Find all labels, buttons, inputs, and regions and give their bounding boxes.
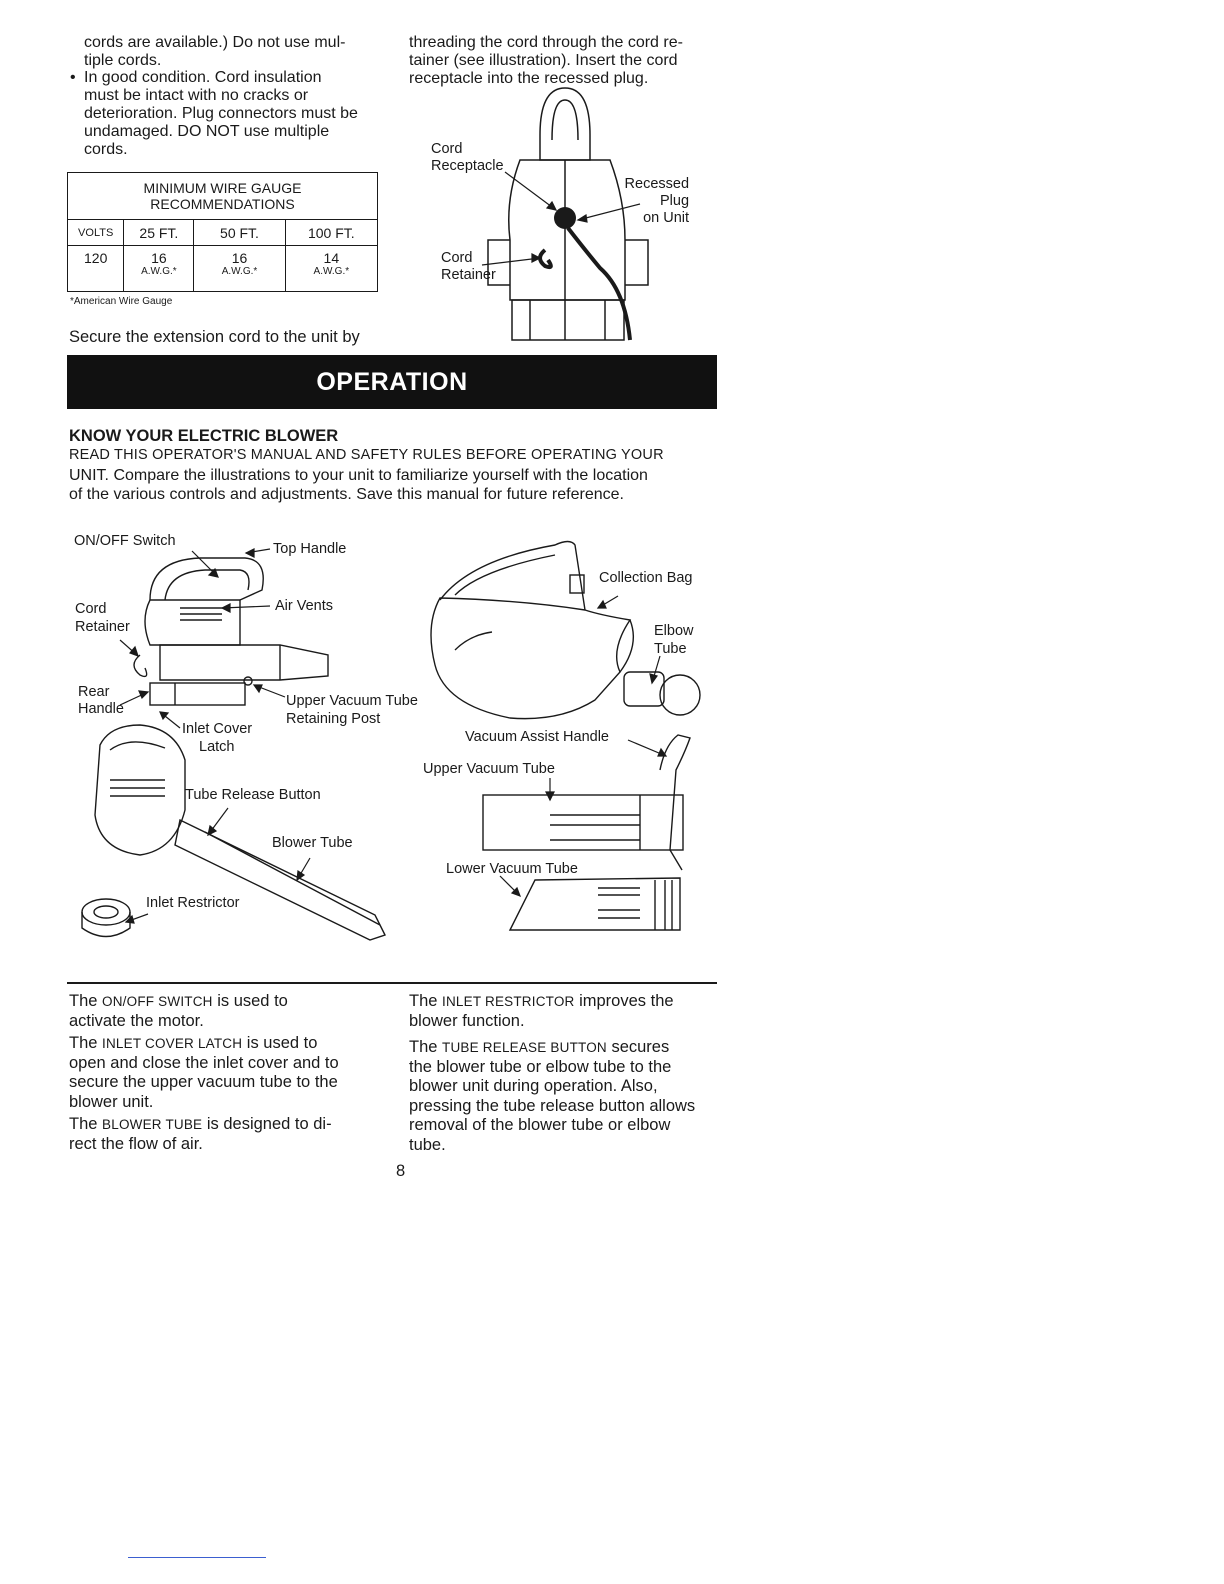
text-line: blower unit.: [69, 1092, 154, 1111]
handle-label: Handle: [78, 701, 124, 717]
operation-banner: OPERATION: [67, 355, 717, 409]
label-line: on Unit: [643, 210, 690, 226]
text-line: READ THIS OPERATOR'S MANUAL AND SAFETY RULES BEFORE OPERATING YOUR: [69, 447, 664, 463]
text-line: the blower tube or elbow tube to the: [409, 1057, 672, 1076]
inlet-restrictor-label: Inlet Restrictor: [146, 895, 240, 911]
label-line: Cord: [431, 141, 463, 157]
table-header: 50 FT.: [194, 220, 285, 246]
term: BLOWER TUBE: [102, 1117, 203, 1132]
page-number: 8: [396, 1162, 406, 1180]
table-title-line: MINIMUM WIRE GAUGE: [143, 180, 302, 196]
label-line: Plug: [660, 193, 690, 209]
section-divider: [67, 982, 717, 984]
term: INLET COVER LATCH: [102, 1036, 243, 1051]
vacuum-assist-handle-label: Vacuum Assist Handle: [465, 729, 609, 745]
text-line: undamaged. DO NOT use multiple: [84, 123, 330, 140]
text-line: tainer (see illustration). Insert the cord: [409, 52, 678, 69]
table-cell: 16 A.W.G.*: [124, 246, 194, 292]
text-line: secure the upper vacuum tube to the: [69, 1073, 338, 1091]
term: TUBE RELEASE BUTTON: [442, 1040, 607, 1055]
blower-tube-label: Blower Tube: [272, 835, 353, 851]
text-line: tube.: [409, 1135, 446, 1154]
bottom-right-column: [409, 992, 729, 1155]
lower-vacuum-tube-label: Lower Vacuum Tube: [446, 861, 578, 877]
awg-unit: A.W.G.*: [141, 266, 177, 277]
table-cell: 120: [68, 246, 124, 292]
text-line: tiple cords.: [84, 52, 162, 69]
text-line: removal of the blower tube or elbow: [409, 1116, 671, 1134]
bottom-left-column: [69, 992, 399, 1154]
top-handle-label: Top Handle: [273, 541, 347, 557]
text-line: blower unit during operation. Also,: [409, 1077, 658, 1095]
tube-label: Tube: [654, 641, 687, 657]
text-line: cords are available.) Do not use mul-: [84, 34, 346, 51]
description-paragraph: The INLET COVER LATCH is used to open and close the inlet cover and to secure the upper vacuum tube to the blower unit.: [69, 1034, 399, 1112]
description-paragraph: The ON/OFF SWITCH is used to activate the motor.: [69, 992, 399, 1031]
table-footnote: *American Wire Gauge: [70, 296, 173, 307]
air-vents-label: Air Vents: [275, 598, 334, 614]
text-line: receptacle into the recessed plug.: [409, 70, 649, 87]
table-header: 100 FT.: [285, 220, 377, 246]
text-line: threading the cord through the cord re-: [409, 34, 683, 51]
text-line: pressing the tube release button allows: [409, 1096, 696, 1115]
upper-vacuum-tube-label: Upper Vacuum Tube: [286, 693, 418, 709]
text-line: open and close the inlet cover and to: [69, 1053, 339, 1072]
awg-unit: A.W.G.*: [221, 266, 258, 277]
elbow-label: Elbow: [654, 623, 694, 639]
retaining-post-label: Retaining Post: [286, 711, 381, 727]
description-paragraph: The BLOWER TUBE is designed to di- rect the flow of air.: [69, 1115, 399, 1154]
label-line: Retainer: [441, 267, 496, 283]
table-cell: 16 A.W.G.*: [194, 246, 285, 292]
table-header: VOLTS: [68, 220, 124, 246]
text-line: cords.: [84, 141, 128, 158]
term: ON/OFF SWITCH: [102, 994, 213, 1009]
description-paragraph: The TUBE RELEASE BUTTON secures the blower tube or elbow tube to the blower unit during operation. Also, pressing the tube release button allows removal of the blower tube or elbow tube.: [409, 1038, 729, 1155]
bullet-dot: •: [70, 69, 76, 86]
text-line: rect the flow of air.: [69, 1134, 203, 1153]
label-line: Cord: [441, 250, 473, 266]
text-line: deterioration. Plug connectors must be: [84, 105, 358, 122]
know-heading: KNOW YOUR ELECTRIC BLOWER: [69, 427, 339, 445]
inlet-cover-label: Inlet Cover: [182, 721, 253, 737]
text-line: must be intact with no cracks or: [84, 87, 309, 104]
cord-label: Cord: [75, 601, 107, 617]
table-header: 25 FT.: [124, 220, 194, 246]
footer-rule: [128, 1557, 266, 1558]
text-line: activate the motor.: [69, 1011, 204, 1030]
secure-text: Secure the extension cord to the unit by: [69, 328, 360, 346]
label-line: Recessed: [624, 176, 690, 192]
awg-unit: A.W.G.*: [313, 266, 350, 277]
text-line: of the various controls and adjustments. Save this manual for future reference.: [69, 486, 624, 503]
table-cell: 14 A.W.G.*: [285, 246, 377, 292]
text-line: UNIT. Compare the illustrations to your unit to familiarize yourself with the location: [69, 466, 648, 484]
description-paragraph: The INLET RESTRICTOR improves the blower function.: [409, 992, 729, 1031]
term: INLET RESTRICTOR: [442, 994, 575, 1009]
onoff-switch-label: ON/OFF Switch: [74, 533, 176, 549]
text-line: blower function.: [409, 1011, 525, 1030]
text-line: In good condition. Cord insulation: [84, 69, 322, 86]
retainer-label: Retainer: [75, 619, 130, 635]
tube-release-button-label: Tube Release Button: [185, 787, 321, 803]
upper-vacuum-tube-right-label: Upper Vacuum Tube: [423, 761, 555, 777]
label-line: Receptacle: [431, 158, 504, 174]
latch-label: Latch: [199, 739, 235, 755]
collection-bag-label: Collection Bag: [599, 570, 693, 586]
rear-label: Rear: [78, 684, 110, 700]
table-title-line: RECOMMENDATIONS: [150, 196, 295, 212]
